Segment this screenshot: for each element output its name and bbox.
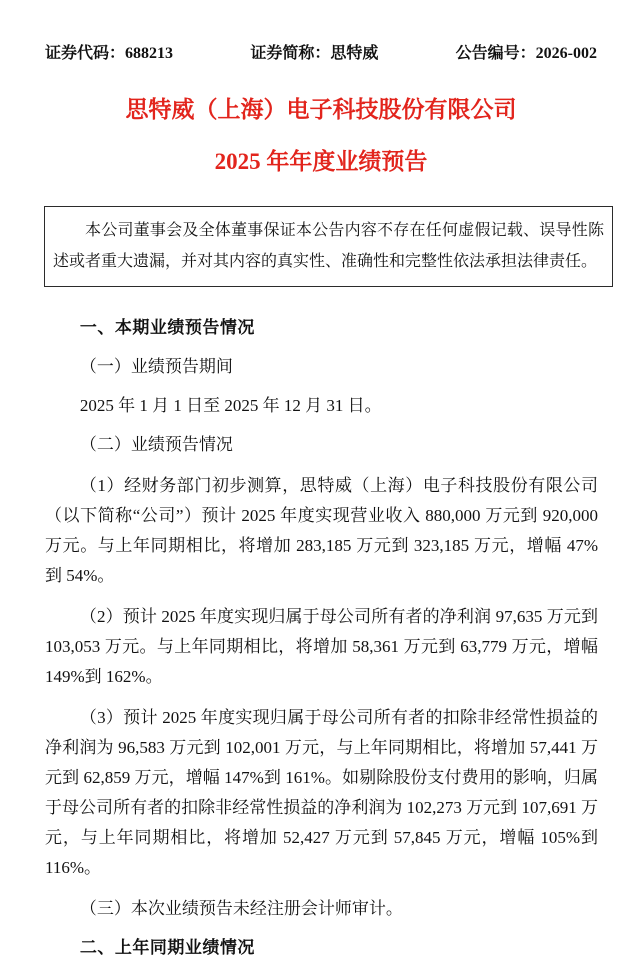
stock-code: 证券代码：688213 — [45, 45, 174, 62]
subsection-2-heading: （二）业绩预告情况 — [79, 435, 233, 454]
paragraph-deducted-net-profit-forecast: （3）预计 2025 年度实现归属于母公司所有者的扣除非经常性损益的净利润为 96,583 万元到 102,001 万元，与上年同期相比，将增加 57,441 万元到 62,859 万元，增幅 147%到 161%。如剔除股份支付费用的影响，归属于母公司所有者的扣除非经常性损益的净利润为 102,273 万元到 107,691 万元，与上年同期相比，将增加 52,427 万元到 57,845 万元，增幅 105%到 116%。 — [45, 708, 598, 877]
paragraph-revenue-forecast: （1）经财务部门初步测算，思特威（上海）电子科技股份有限公司（以下简称“公司”）预计 2025 年度实现营业收入 880,000 万元到 920,000 万元。与上年同期相比，将增加 283,185 万元到 323,185 万元，增幅 47%到 54%。 — [45, 476, 598, 585]
subsection-3-note: （三）本次业绩预告未经注册会计师审计。 — [79, 899, 403, 918]
company-title: 思特威（上海）电子科技股份有限公司 — [125, 97, 517, 122]
report-title: 2025 年年度业绩预告 — [214, 149, 428, 174]
section-2-heading: 二、上年同期业绩情况 — [79, 938, 255, 957]
forecast-period-text: 2025 年 1 月 1 日至 2025 年 12 月 31 日。 — [79, 396, 382, 415]
paragraph-net-profit-forecast: （2）预计 2025 年度实现归属于母公司所有者的净利润 97,635 万元到 103,053 万元。与上年同期相比，将增加 58,361 万元到 63,779 万元，增幅 149%到 162%。 — [45, 607, 598, 686]
subsection-1-heading: （一）业绩预告期间 — [79, 357, 233, 376]
document-header — [45, 40, 597, 63]
stock-short-name: 证券简称：思特威 — [250, 45, 379, 62]
disclaimer-box — [44, 206, 613, 287]
section-1-heading: 一、本期业绩预告情况 — [79, 318, 255, 337]
title-block — [45, 95, 597, 177]
announcement-number: 公告编号：2026-002 — [455, 45, 597, 62]
disclaimer-text: 本公司董事会及全体董事保证本公告内容不存在任何虚假记载、误导性陈述或者重大遗漏，并对其内容的真实性、准确性和完整性依法承担法律责任。 — [53, 222, 604, 270]
document-body — [45, 313, 598, 963]
